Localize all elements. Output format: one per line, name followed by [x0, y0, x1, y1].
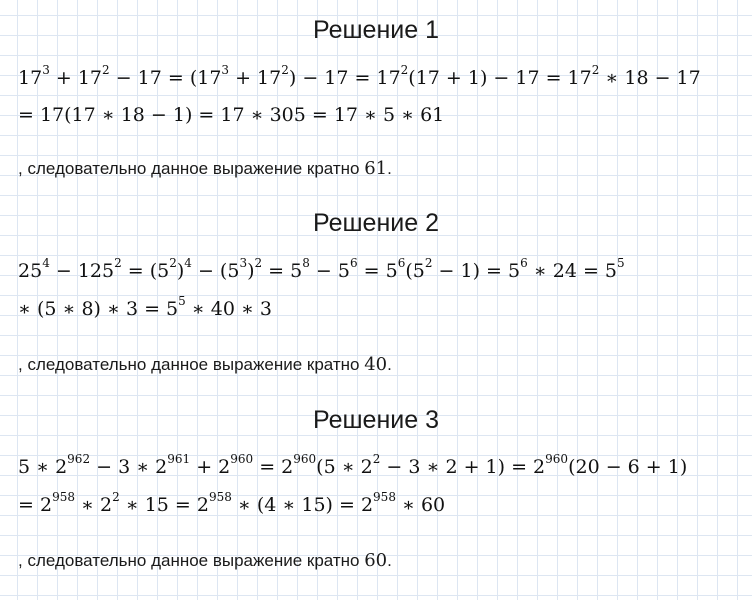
expression-text: ∗ 2	[74, 494, 113, 516]
expression-text: = 17(17 ∗ 18 − 1) = 17 ∗ 305 = 17 ∗ 5 ∗ 61	[18, 104, 445, 126]
conclusion-text: , следовательно данное выражение кратно	[18, 355, 365, 374]
expression-text: ∗ 60	[395, 494, 446, 516]
exponent: 962	[67, 451, 91, 466]
expression-text: ∗ (4 ∗ 15) = 2	[231, 494, 374, 516]
exponent: 960	[293, 451, 317, 466]
expression-text: 25	[18, 260, 43, 282]
exponent: 6	[397, 255, 406, 270]
conclusion-text: , следовательно данное выражение кратно	[18, 551, 365, 570]
expression-text: − 3 ∗ 2 + 1) = 2	[380, 456, 546, 478]
expression-text: 5 ∗ 2	[18, 456, 68, 478]
exponent: 958	[373, 489, 396, 504]
exponent: 2	[372, 451, 381, 466]
expression-text: (20 − 6 + 1)	[568, 456, 688, 478]
exponent: 960	[545, 451, 569, 466]
exponent: 6	[349, 255, 358, 270]
expression-text: − 1) = 5	[432, 260, 521, 282]
expression-text: 17	[18, 67, 43, 89]
expression-text: )	[247, 260, 255, 282]
expression-text: − (5	[191, 260, 240, 282]
expression-text: = 2	[253, 456, 294, 478]
exponent: 2	[169, 255, 177, 270]
exponent: 961	[167, 451, 191, 466]
exponent: 4	[184, 255, 192, 270]
expression-text: = (5	[121, 260, 170, 282]
expression-text: ∗ 18 − 17	[599, 67, 701, 89]
exponent: 2	[254, 255, 263, 270]
conclusion-period: .	[387, 551, 392, 570]
solution-3-equation-line-2	[18, 489, 446, 516]
exponent: 3	[239, 255, 248, 270]
exponent: 3	[42, 62, 50, 77]
expression-text: ∗ 15 = 2	[119, 494, 209, 516]
expression-text: + 17	[49, 67, 103, 89]
exponent: 2	[591, 62, 600, 77]
expression-text: = 5	[357, 260, 398, 282]
solution-2-conclusion	[18, 354, 392, 375]
exponent: 2	[424, 255, 433, 270]
expression-text: (17 + 1) − 17 = 17	[408, 67, 592, 89]
exponent: 6	[520, 255, 528, 270]
exponent: 2	[112, 489, 120, 504]
exponent: 8	[302, 255, 310, 270]
exponent: 958	[208, 489, 232, 504]
exponent: 2	[281, 62, 289, 77]
exponent: 2	[114, 255, 122, 270]
exponent: 5	[617, 255, 625, 270]
expression-text: (5	[405, 260, 425, 282]
solution-1-equation-line-1	[18, 62, 701, 89]
solution-1-equation-line-2	[18, 104, 444, 126]
expression-text: = 5	[262, 260, 303, 282]
solution-1-conclusion	[18, 158, 392, 179]
exponent: 3	[221, 62, 230, 77]
solution-2-title: Решение 2	[313, 209, 439, 237]
expression-text: + 2	[190, 456, 231, 478]
solution-1-title: Решение 1	[313, 16, 439, 44]
expression-text: ∗ (5 ∗ 8) ∗ 3 = 5	[18, 298, 179, 320]
expression-text: − 3 ∗ 2	[90, 456, 168, 478]
solution-3-conclusion	[18, 550, 392, 571]
exponent: 4	[42, 255, 50, 270]
expression-text: + 17	[229, 67, 282, 89]
conclusion-text: , следовательно данное выражение кратно	[18, 159, 365, 178]
solution-3-title: Решение 3	[313, 406, 439, 434]
exponent: 960	[230, 451, 254, 466]
solution-2-equation-line-1	[18, 255, 625, 282]
expression-text: ∗ 40 ∗ 3	[185, 298, 273, 320]
expression-text: − 125	[49, 260, 115, 282]
expression-text: = 2	[18, 494, 53, 516]
expression-text: − 5	[309, 260, 350, 282]
conclusion-number: 61	[364, 158, 388, 179]
solution-3-equation-line-1	[18, 451, 688, 478]
conclusion-period: .	[387, 355, 392, 374]
expression-text: ) − 17 = 17	[288, 67, 401, 89]
expression-text: (5 ∗ 2	[316, 456, 373, 478]
exponent: 958	[52, 489, 75, 504]
expression-text: ∗ 24 = 5	[527, 260, 617, 282]
exponent: 2	[102, 62, 110, 77]
exponent: 2	[400, 62, 409, 77]
expression-text: )	[176, 260, 185, 282]
solution-2-equation-line-2	[18, 293, 273, 320]
conclusion-period: .	[387, 159, 392, 178]
conclusion-number: 60	[364, 550, 388, 571]
conclusion-number: 40	[364, 354, 388, 375]
exponent: 5	[178, 293, 186, 308]
expression-text: − 17 = (17	[109, 67, 222, 89]
